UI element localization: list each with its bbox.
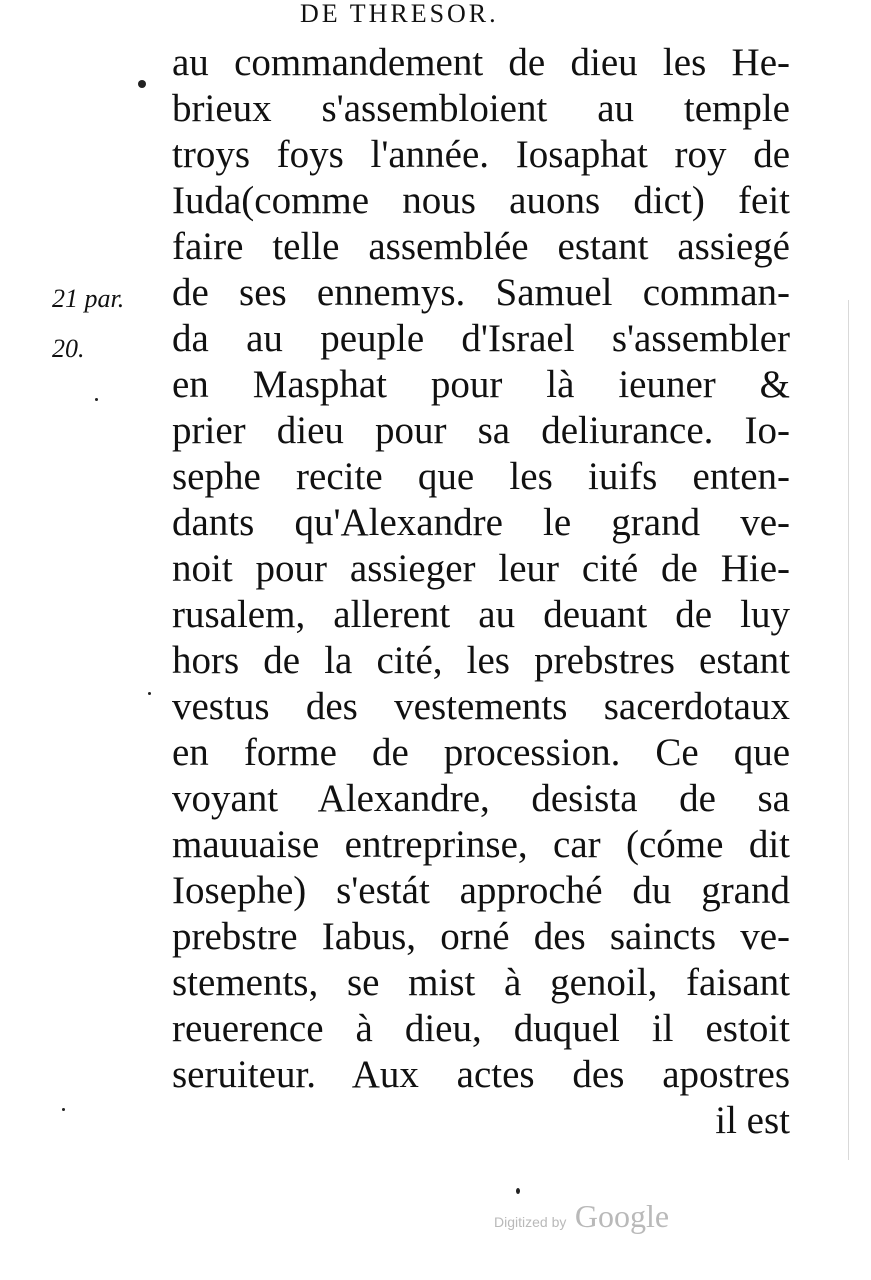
text-line: noit pour assieger leur cité de Hie-: [172, 547, 790, 590]
running-head: DE THRESOR.: [300, 0, 499, 28]
ink-speck: [516, 1188, 520, 1194]
watermark-brand: Google: [574, 1198, 670, 1234]
text-line: brieux s'assembloient au temple: [172, 87, 790, 130]
text-line: au commandement de dieu les He-: [172, 41, 790, 84]
text-line: dants qu'Alexandre le grand ve-: [172, 501, 790, 544]
text-line: reuerence à dieu, duquel il estoit: [172, 1007, 790, 1050]
body-text: [172, 40, 790, 1144]
text-line: rusalem, allerent au deuant de luy: [172, 593, 790, 636]
text-line: troys foys l'année. Iosaphat roy de: [172, 133, 790, 176]
text-line: voyant Alexandre, desista de sa: [172, 777, 790, 820]
text-line: en Masphat pour là ieuner &: [172, 363, 790, 406]
ink-speck: [62, 1108, 65, 1111]
text-line: mauuaise entreprinse, car (cóme dit: [172, 823, 790, 866]
digitization-watermark: [494, 1198, 669, 1235]
margin-note-line: 21 par.: [52, 284, 125, 313]
catchword: il est: [715, 1099, 790, 1142]
page-edge-shadow: [848, 300, 849, 1160]
margin-note-line: 20.: [52, 334, 85, 363]
text-line: Iuda(comme nous auons dict) feit: [172, 179, 790, 222]
text-line: Iosephe) s'estát approché du grand: [172, 869, 790, 912]
margin-note: [52, 274, 152, 374]
ink-speck: [148, 692, 151, 695]
ink-speck: [138, 80, 146, 88]
ink-speck: [95, 398, 98, 401]
text-line: de ses ennemys. Samuel comman-: [172, 271, 790, 314]
text-line: prier dieu pour sa deliurance. Io-: [172, 409, 790, 452]
text-line: vestus des vestements sacerdotaux: [172, 685, 790, 728]
text-line: da au peuple d'Israel s'assembler: [172, 317, 790, 360]
text-line: en forme de procession. Ce que: [172, 731, 790, 774]
text-line: hors de la cité, les prebstres estant: [172, 639, 790, 682]
text-line: faire telle assemblée estant assiegé: [172, 225, 790, 268]
watermark-prefix: Digitized by: [494, 1214, 567, 1230]
text-line: sephe recite que les iuifs enten-: [172, 455, 790, 498]
text-line: prebstre Iabus, orné des saincts ve-: [172, 915, 790, 958]
text-line: stements, se mist à genoil, faisant: [172, 961, 790, 1004]
text-line: seruiteur. Aux actes des apostres: [172, 1053, 790, 1096]
